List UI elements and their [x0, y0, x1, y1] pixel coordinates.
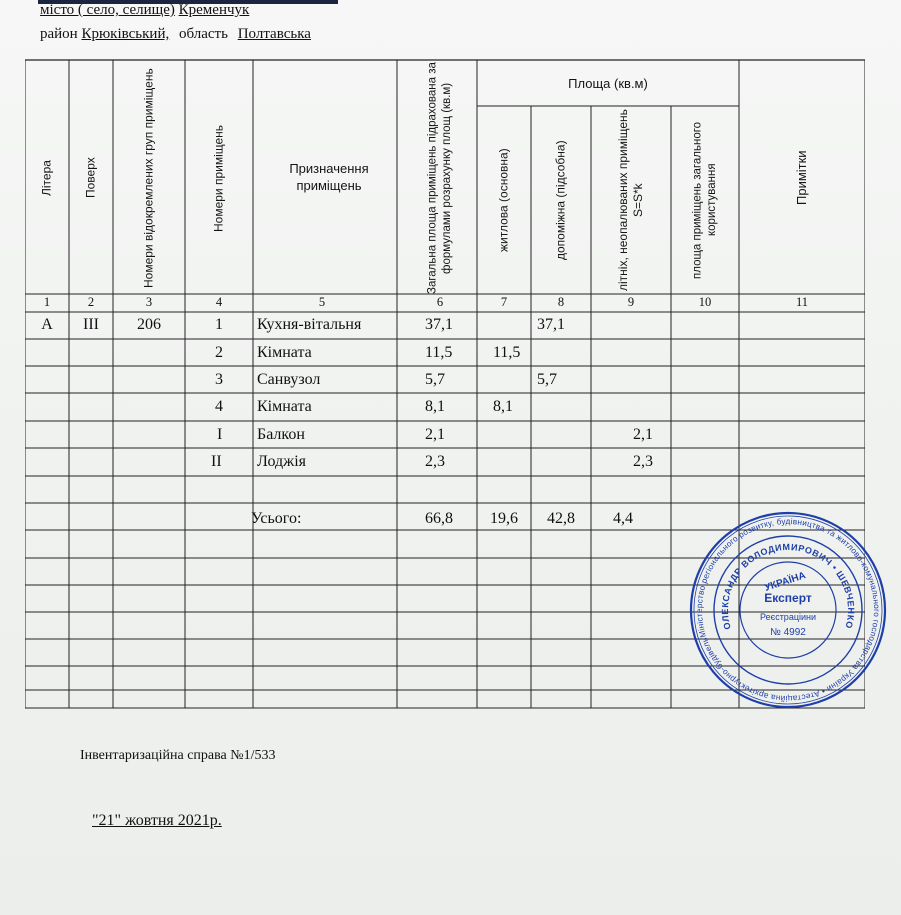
- col-header-summer: літніх, неопалюваних приміщень S=S*k: [616, 109, 645, 291]
- region-label: область: [178, 26, 228, 42]
- col-number: 2: [87, 295, 95, 309]
- col-header-notes: Примітки: [793, 150, 809, 206]
- stamp-inner-ring-text: ОЛЕКСАНДР ВОЛОДИМИРОВИЧ • ШЕВЧЕНКО: [719, 541, 857, 631]
- stamp-subtitle: Реєстраціини: [759, 612, 817, 622]
- col-number: 6: [436, 295, 444, 309]
- city-value: Кременчук: [178, 2, 250, 18]
- total-aux-sum: 42,8: [547, 510, 575, 527]
- col-number: 4: [215, 295, 223, 309]
- stamp-country: УКРАЇНА: [763, 570, 808, 594]
- cell-purpose: Кухня-вітальня: [257, 316, 362, 333]
- cell-purpose: Лоджія: [257, 453, 306, 470]
- col-header-floor: Поверх: [83, 157, 98, 199]
- cell-room: 1: [215, 316, 223, 333]
- cell-total: 2,3: [425, 453, 445, 470]
- cell-room: I: [217, 426, 223, 443]
- cell-group: 206: [137, 316, 161, 333]
- col-number: 1: [43, 295, 51, 309]
- col-header-room-numbers: Номери приміщень: [211, 124, 226, 232]
- cell-summer: 2,3: [633, 453, 653, 470]
- cell-room: 3: [215, 371, 223, 388]
- col-header-total-area: Загальна площа приміщень підрахована за формулами розрахунку площ (кв.м): [426, 62, 453, 294]
- district-value: Крюківський,: [81, 26, 170, 42]
- cell-living: 8,1: [493, 398, 513, 415]
- col-header-purpose: Призначення приміщень: [289, 161, 369, 193]
- region-value: Полтавська: [237, 26, 311, 42]
- cell-aux: 37,1: [537, 316, 565, 333]
- col-header-group-numbers: Номери відокремлених груп приміщень: [141, 68, 156, 288]
- cell-room: 4: [215, 398, 223, 415]
- stamp-number: № 4992: [770, 627, 806, 638]
- cell-purpose: Санвузол: [257, 371, 321, 388]
- col-number: 7: [500, 295, 508, 309]
- official-stamp: [688, 510, 888, 710]
- cell-floor: III: [83, 316, 99, 333]
- total-area-sum: 66,8: [425, 510, 453, 527]
- total-summer-sum: 4,4: [613, 510, 633, 527]
- cell-purpose: Кімната: [257, 398, 312, 415]
- col-header-litera: Літера: [39, 160, 54, 196]
- cell-total: 2,1: [425, 426, 445, 443]
- cell-litera: А: [41, 316, 53, 333]
- col-number: 3: [145, 295, 153, 309]
- document-date: "21" жовтня 2021р.: [92, 812, 222, 829]
- cell-total: 37,1: [425, 316, 453, 333]
- cell-room: 2: [215, 344, 223, 361]
- cell-aux: 5,7: [537, 371, 557, 388]
- col-number: 11: [795, 295, 809, 309]
- city-label: місто ( село, селище): [40, 2, 175, 18]
- header-city-line: [40, 2, 249, 19]
- col-header-living: житлова (основна): [496, 148, 511, 252]
- col-header-auxiliary: допоміжна (підсобна): [553, 140, 568, 260]
- col-number: 8: [557, 295, 565, 309]
- stamp-outer-ring-text: Міністерство регіонального розвитку, будівництва та житлово-комунального господарства України • Атестаційна архітектурно-будівельна: [694, 516, 882, 704]
- cell-purpose: Балкон: [257, 426, 305, 443]
- cell-summer: 2,1: [633, 426, 653, 443]
- svg-text:Міністерство регіонального роз: [688, 510, 888, 710]
- cell-living: 11,5: [493, 344, 521, 361]
- col-number: 9: [627, 295, 635, 309]
- cell-room: II: [211, 453, 222, 470]
- col-header-area-group: Площа (кв.м): [568, 75, 648, 91]
- col-number: 5: [318, 295, 326, 309]
- cell-total: 8,1: [425, 398, 445, 415]
- stamp-title: Експерт: [764, 591, 812, 605]
- total-label: Усього:: [251, 510, 302, 527]
- cell-purpose: Кімната: [257, 344, 312, 361]
- total-living-sum: 19,6: [490, 510, 518, 527]
- inventory-case-number: Інвентаризаційна справа №1/533: [80, 748, 276, 763]
- col-number: 10: [698, 295, 712, 309]
- district-label: район: [40, 26, 78, 42]
- cell-total: 11,5: [425, 344, 453, 361]
- col-header-common: площа приміщень загального користування: [691, 121, 718, 279]
- cell-total: 5,7: [425, 371, 445, 388]
